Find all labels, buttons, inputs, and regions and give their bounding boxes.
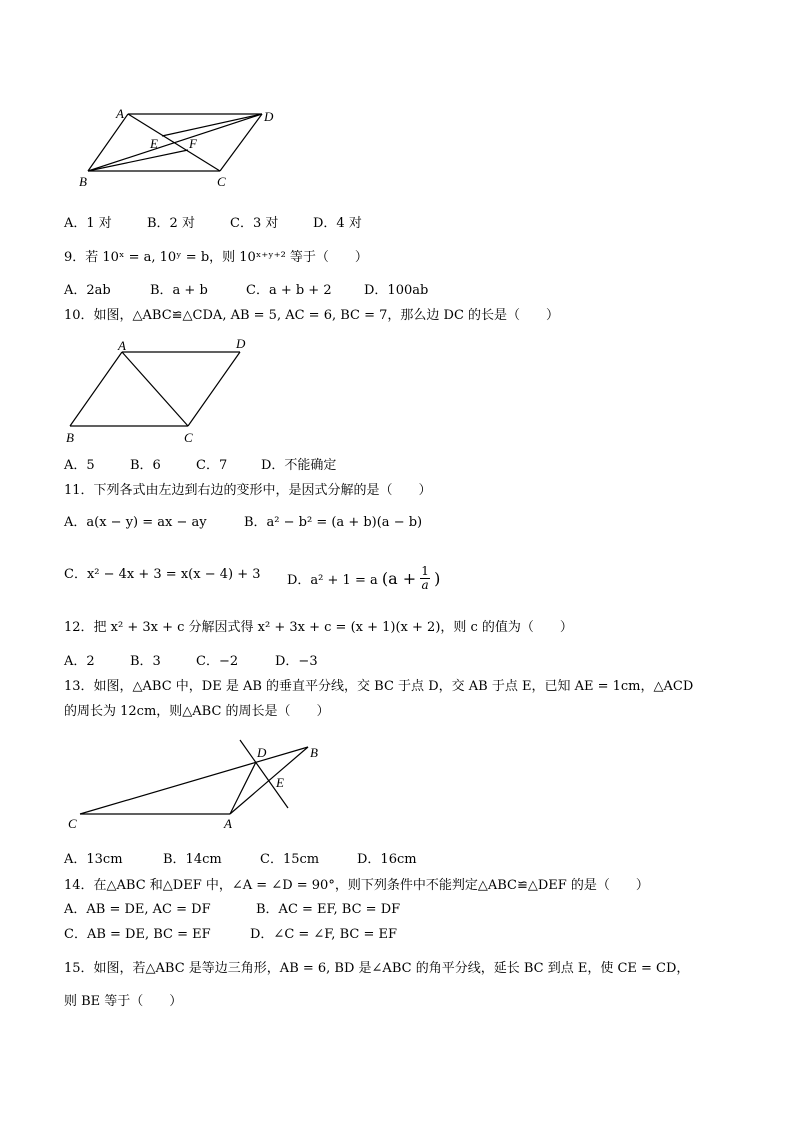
- q13-option-b: B．14cm: [163, 852, 222, 867]
- q10-stem: 10．如图，△ABC≌△CDA, AB = 5, AC = 6, BC = 7，那么边 DC 的长是（ ）: [64, 308, 560, 323]
- q13-option-c: C．15cm: [260, 852, 320, 867]
- q15-stem-line1: 15．如图，若△ABC 是等边三角形，AB = 6, BD 是∠ABC 的角平分线，延长 BC 到点 E，使 CE = CD，: [64, 961, 690, 976]
- q13-option-d: D．16cm: [357, 852, 417, 867]
- fig13-label-A: A: [224, 816, 232, 831]
- q14-option-c: C．AB = DE, BC = EF: [64, 927, 211, 942]
- q14-option-b: B．AC = EF, BC = DF: [256, 902, 401, 917]
- q11-option-d-numerator: 1: [421, 564, 429, 578]
- q14-option-d: D．∠C = ∠F, BC = EF: [250, 927, 397, 942]
- q11-option-d-close: ): [434, 569, 441, 588]
- q8-option-a: A．1 对: [64, 216, 112, 231]
- fig8-label-B: B: [79, 174, 87, 189]
- q12-stem: 12．把 x² + 3x + c 分解因式得 x² + 3x + c = (x + 1)(x + 2)，则 c 的值为（ ）: [64, 620, 573, 635]
- q9-option-b: B．a + b: [150, 283, 208, 298]
- fig8-label-E: E: [150, 136, 158, 151]
- fig13-line-AD: [230, 762, 256, 814]
- fig13-label-E: E: [276, 775, 284, 790]
- fig13-line-CB: [80, 747, 308, 814]
- q10-option-d: D．不能确定: [261, 458, 337, 473]
- fig8-label-F: F: [189, 136, 197, 151]
- q11-option-d-denominator: a: [421, 578, 429, 592]
- fig8-label-D: D: [264, 109, 274, 124]
- fig13-label-B: B: [310, 745, 318, 760]
- q13-stem-line2: 的周长为 12cm，则△ABC 的周长是（ ）: [64, 704, 330, 719]
- q8-option-b: B．2 对: [147, 216, 195, 231]
- q9-option-c: C．a + b + 2: [246, 283, 332, 298]
- fig8-label-C: C: [217, 174, 226, 189]
- q8-option-c: C．3 对: [230, 216, 279, 231]
- fig10-label-D: D: [236, 336, 246, 351]
- fig13-label-C: C: [68, 816, 77, 831]
- q15-stem-line2: 则 BE 等于（ ）: [64, 994, 183, 1009]
- q8-option-d: D．4 对: [313, 216, 362, 231]
- q9-option-a: A．2ab: [64, 283, 111, 298]
- fig8-label-A: A: [116, 106, 124, 121]
- q11-option-a: A．a(x − y) = ax − ay: [64, 515, 207, 530]
- q10-option-c: C．7: [196, 458, 228, 473]
- q12-option-b: B．3: [130, 654, 161, 669]
- q13-stem-line1: 13．如图，△ABC 中，DE 是 AB 的垂直平分线，交 BC 于点 D，交 AB 于点 E，已知 AE = 1cm，△ACD: [64, 679, 694, 694]
- q12-option-d: D．−3: [275, 654, 318, 669]
- q11-stem: 11．下列各式由左边到右边的变形中，是因式分解的是（ ）: [64, 483, 432, 498]
- fig13-label-D: D: [257, 745, 267, 760]
- q14-option-a: A．AB = DE, AC = DF: [64, 902, 211, 917]
- q10-option-b: B．6: [130, 458, 161, 473]
- q9-option-d: D．100ab: [364, 283, 429, 298]
- q14-stem: 14．在△ABC 和△DEF 中，∠A = ∠D = 90°，则下列条件中不能判定△ABC≌△DEF 的是（ ）: [64, 878, 649, 893]
- q12-option-a: A．2: [64, 654, 95, 669]
- q11-option-d-prefix: D．a² + 1 = a: [287, 573, 378, 588]
- fig10-label-B: B: [66, 430, 74, 445]
- fig10-label-A: A: [118, 338, 126, 353]
- q11-option-d-open: (a +: [381, 569, 417, 588]
- q13-option-a: A．13cm: [64, 852, 123, 867]
- q12-option-c: C．−2: [196, 654, 239, 669]
- fig10-label-C: C: [184, 430, 193, 445]
- q9-stem: 9．若 10ˣ = a, 10ʸ = b，则 10ˣ⁺ʸ⁺² 等于（ ）: [64, 250, 368, 265]
- q11-option-c: C．x² − 4x + 3 = x(x − 4) + 3: [64, 567, 261, 582]
- q11-option-b: B．a² − b² = (a + b)(a − b): [244, 515, 423, 530]
- q10-option-a: A．5: [64, 458, 95, 473]
